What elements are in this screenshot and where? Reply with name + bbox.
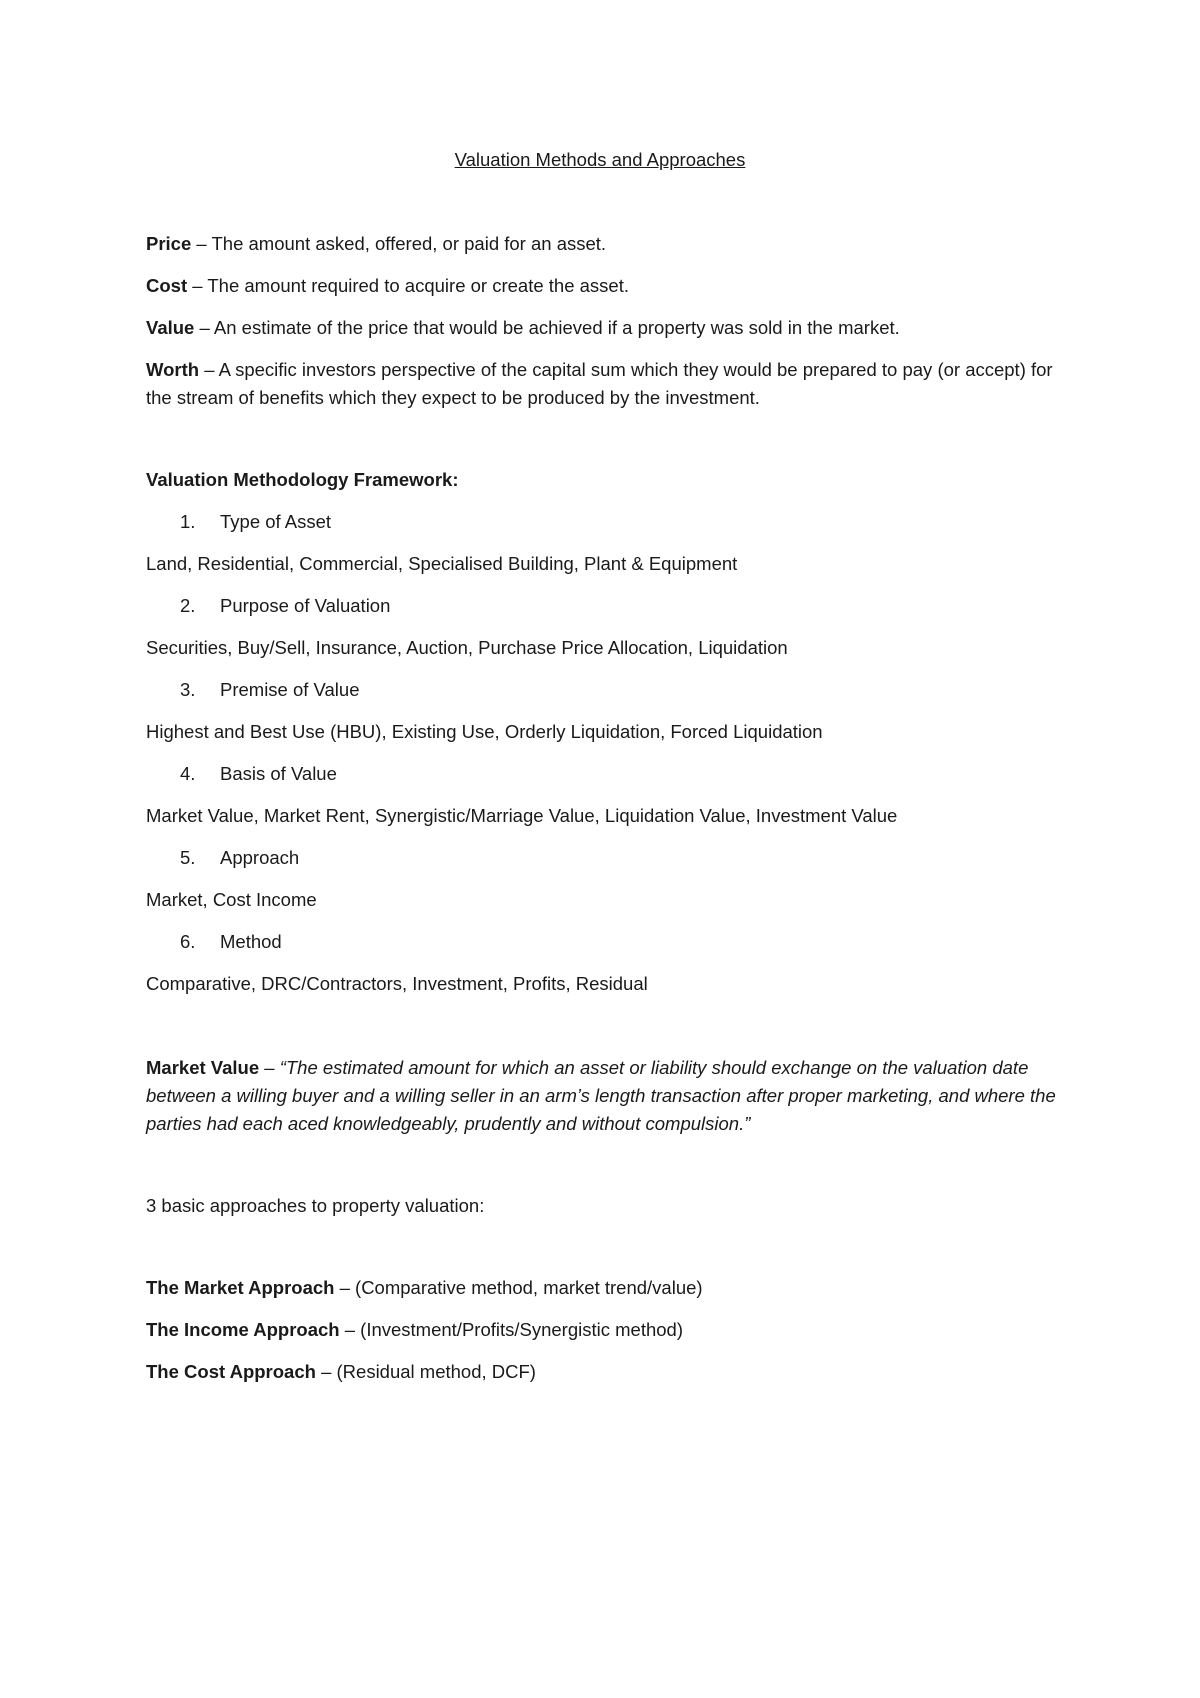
list-label: Premise of Value	[220, 679, 360, 700]
list-number: 4.	[180, 763, 196, 784]
market-value-definition: Market Value – “The estimated amount for which an asset or liability should exchange on the valuation date between a willing buyer and a willing seller in an arm’s length transaction after proper marketing, and where the parties had each aced knowledgeably, prudently and without compulsion.”	[146, 1057, 1056, 1134]
list-number: 3.	[180, 679, 196, 700]
approach-income	[146, 1316, 683, 1344]
definition-text: – An estimate of the price that would be achieved if a property was sold in the market.	[194, 317, 900, 338]
approaches-intro: 3 basic approaches to property valuation:	[146, 1195, 485, 1216]
definition-term: Cost	[146, 275, 188, 296]
framework-detail-6: Comparative, DRC/Contractors, Investment, Profits, Residual	[146, 973, 648, 994]
framework-detail-1: Land, Residential, Commercial, Specialised Building, Plant & Equipment	[146, 553, 738, 574]
definition-value	[146, 314, 900, 342]
definition-term: Value	[146, 317, 195, 338]
approach-cost	[146, 1358, 536, 1386]
definition-term: Worth	[146, 359, 200, 380]
document-title: Valuation Methods and Approaches	[454, 149, 746, 170]
definition-cost	[146, 272, 629, 300]
market-value-quote: “The estimated amount for which an asset or liability should exchange on the valuation date between a willing buyer and a willing seller in an arm’s length transaction after proper marketing, and where the parties had each aced knowledgeably, prudently and without compulsion.”	[146, 1057, 1056, 1134]
list-number: 5.	[180, 847, 196, 868]
framework-item-5	[146, 844, 299, 872]
framework-item-2	[146, 592, 390, 620]
list-label: Method	[220, 931, 282, 952]
framework-detail-2: Securities, Buy/Sell, Insurance, Auction, Purchase Price Allocation, Liquidation	[146, 637, 788, 658]
approach-term: The Income Approach	[146, 1319, 340, 1340]
framework-detail-4: Market Value, Market Rent, Synergistic/Marriage Value, Liquidation Value, Investment Value	[146, 805, 898, 826]
framework-item-4	[146, 760, 337, 788]
approach-term: The Market Approach	[146, 1277, 335, 1298]
list-label: Type of Asset	[220, 511, 332, 532]
definition-text: – The amount required to acquire or create the asset.	[187, 275, 629, 296]
list-number: 1.	[180, 511, 196, 532]
framework-heading: Valuation Methodology Framework:	[146, 469, 459, 490]
framework-item-3	[146, 676, 360, 704]
framework-detail-5: Market, Cost Income	[146, 889, 317, 910]
list-number: 6.	[180, 931, 196, 952]
approach-text: – (Comparative method, market trend/value)	[334, 1277, 703, 1298]
approach-market	[146, 1274, 703, 1302]
list-label: Basis of Value	[220, 763, 337, 784]
framework-item-6	[146, 928, 282, 956]
definition-text: – A specific investors perspective of the capital sum which they would be prepared to pay (or accept) for the stream of benefits which they expect to be produced by the investment.	[146, 359, 1053, 408]
market-value-term: Market Value	[146, 1057, 260, 1078]
framework-detail-3: Highest and Best Use (HBU), Existing Use, Orderly Liquidation, Forced Liquidation	[146, 721, 823, 742]
framework-item-1	[146, 508, 331, 536]
definition-text: – The amount asked, offered, or paid for an asset.	[191, 233, 607, 254]
approach-text: – (Residual method, DCF)	[315, 1361, 536, 1382]
definition-worth	[146, 356, 1066, 412]
approach-text: – (Investment/Profits/Synergistic method)	[339, 1319, 683, 1340]
definition-term: Price	[146, 233, 192, 254]
list-label: Purpose of Valuation	[220, 595, 391, 616]
definition-price	[146, 230, 606, 258]
approach-term: The Cost Approach	[146, 1361, 316, 1382]
list-label: Approach	[220, 847, 300, 868]
list-number: 2.	[180, 595, 196, 616]
